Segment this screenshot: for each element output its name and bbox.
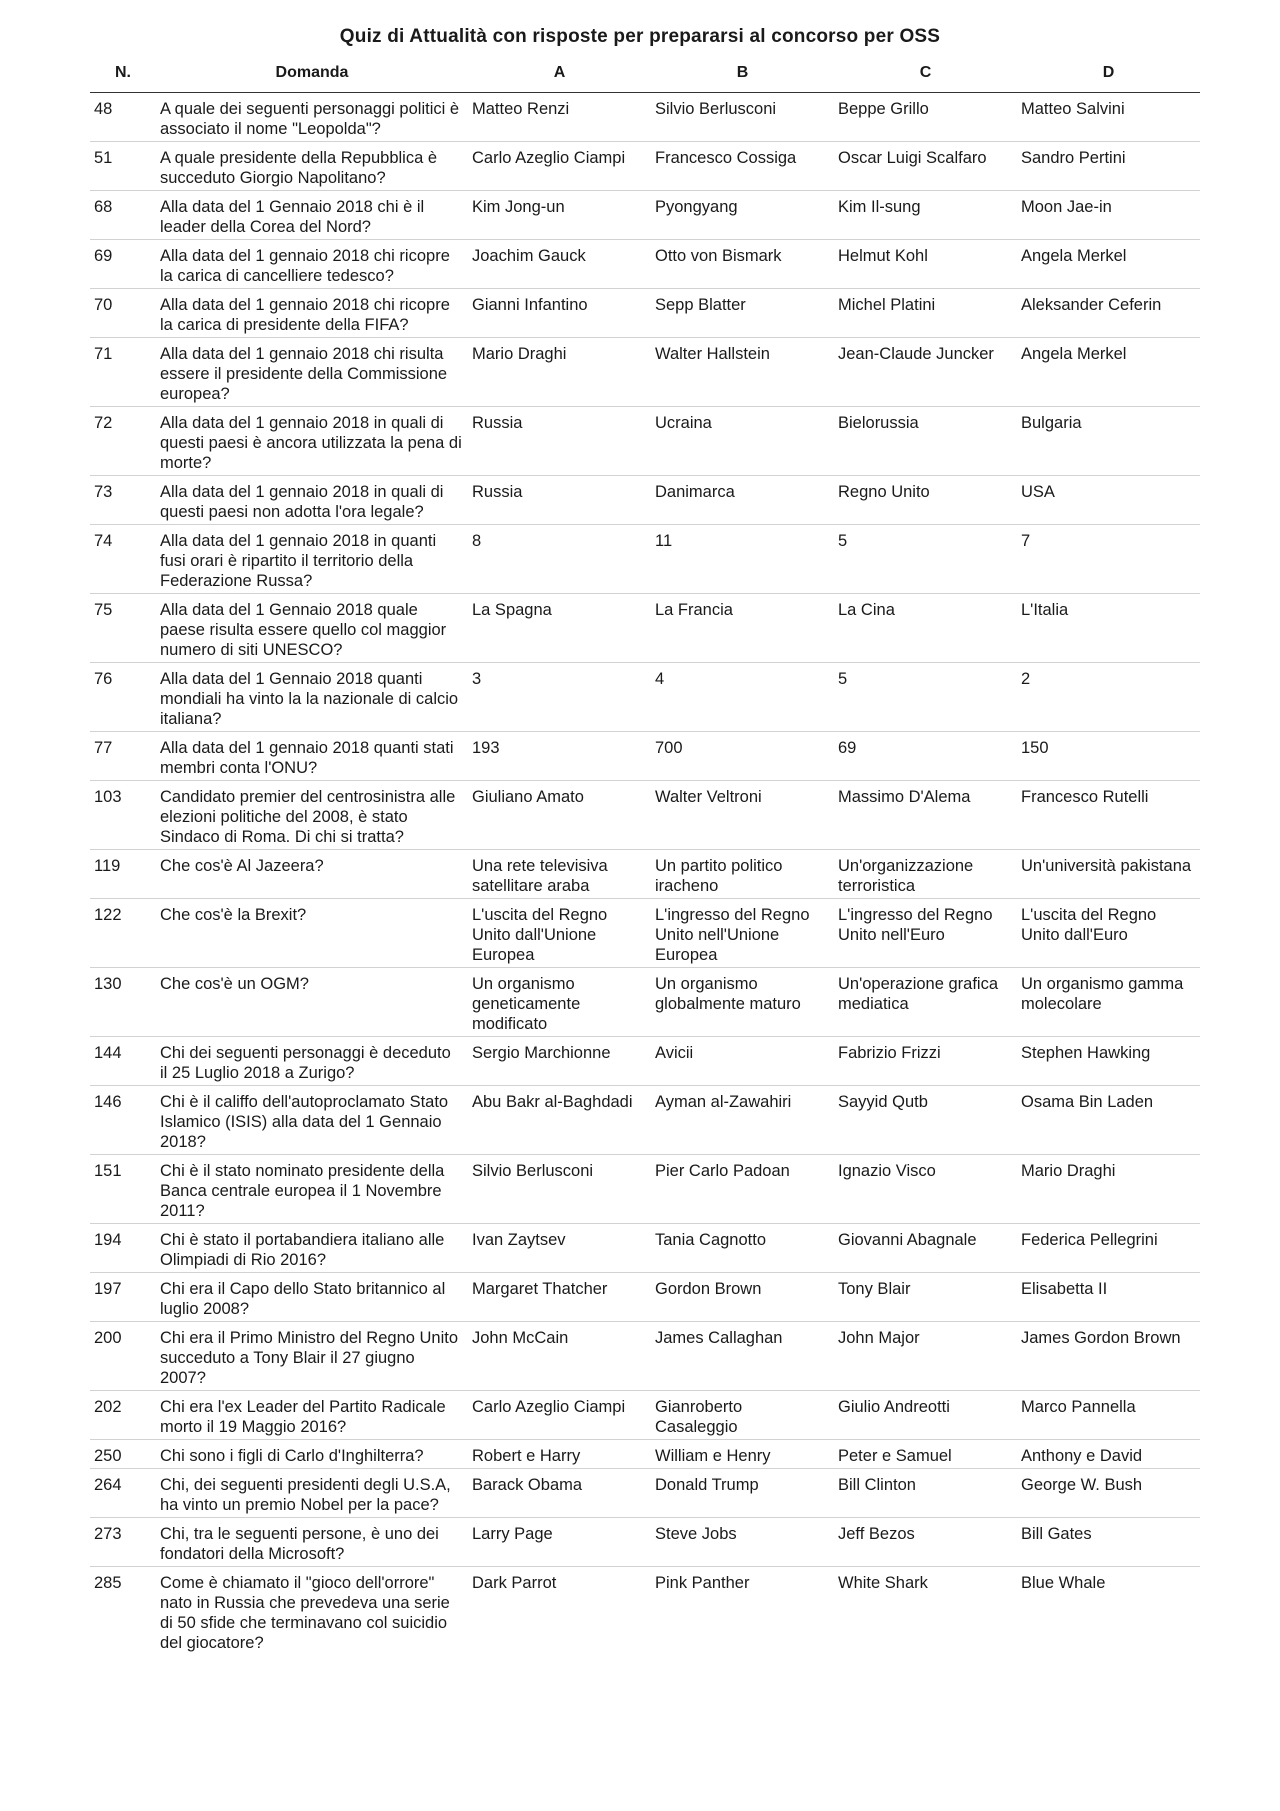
answer-b: La Francia: [651, 594, 834, 663]
answer-c: Helmut Kohl: [834, 240, 1017, 289]
answer-c: Jeff Bezos: [834, 1518, 1017, 1567]
table-header-row: [90, 60, 1200, 93]
answer-d: Marco Pannella: [1017, 1391, 1200, 1440]
answer-c: Jean-Claude Juncker: [834, 338, 1017, 407]
question-number: 202: [90, 1391, 156, 1440]
answer-c: Michel Platini: [834, 289, 1017, 338]
answer-d: Federica Pellegrini: [1017, 1224, 1200, 1273]
answer-a: Carlo Azeglio Ciampi: [468, 142, 651, 191]
question-number: 194: [90, 1224, 156, 1273]
question-text: Chi, dei seguenti presidenti degli U.S.A, ha vinto un premio Nobel per la pace?: [156, 1469, 468, 1518]
answer-d: Stephen Hawking: [1017, 1037, 1200, 1086]
answer-b: Steve Jobs: [651, 1518, 834, 1567]
table-row: [90, 476, 1200, 525]
header-option-d: D: [1017, 60, 1200, 93]
answer-a: Robert e Harry: [468, 1440, 651, 1469]
answer-c: Bill Clinton: [834, 1469, 1017, 1518]
answer-b: Walter Hallstein: [651, 338, 834, 407]
question-text: Che cos'è Al Jazeera?: [156, 850, 468, 899]
header-option-c: C: [834, 60, 1017, 93]
answer-d: Aleksander Ceferin: [1017, 289, 1200, 338]
question-text: Alla data del 1 gennaio 2018 quanti stati membri conta l'ONU?: [156, 732, 468, 781]
answer-c: La Cina: [834, 594, 1017, 663]
question-text: Chi è stato il portabandiera italiano alle Olimpiadi di Rio 2016?: [156, 1224, 468, 1273]
table-row: [90, 1037, 1200, 1086]
question-number: 77: [90, 732, 156, 781]
question-text: Candidato premier del centrosinistra alle elezioni politiche del 2008, è stato Sindaco di Roma. Di chi si tratta?: [156, 781, 468, 850]
answer-c: Massimo D'Alema: [834, 781, 1017, 850]
table-row: [90, 289, 1200, 338]
answer-c: L'ingresso del Regno Unito nell'Euro: [834, 899, 1017, 968]
question-number: 264: [90, 1469, 156, 1518]
answer-d: Angela Merkel: [1017, 338, 1200, 407]
table-row: [90, 1391, 1200, 1440]
question-text: Alla data del 1 gennaio 2018 in quali di questi paesi è ancora utilizzata la pena di morte?: [156, 407, 468, 476]
answer-a: Carlo Azeglio Ciampi: [468, 1391, 651, 1440]
answer-a: Barack Obama: [468, 1469, 651, 1518]
question-number: 144: [90, 1037, 156, 1086]
question-text: Chi era l'ex Leader del Partito Radicale morto il 19 Maggio 2016?: [156, 1391, 468, 1440]
answer-a: 193: [468, 732, 651, 781]
answer-d: James Gordon Brown: [1017, 1322, 1200, 1391]
answer-d: Blue Whale: [1021, 1574, 1106, 1592]
answer-a: Russia: [468, 476, 651, 525]
question-number: 122: [90, 899, 156, 968]
table-row: [90, 1518, 1200, 1567]
answer-b: Pyongyang: [651, 191, 834, 240]
question-number: 250: [90, 1440, 156, 1469]
answer-a: Giuliano Amato: [468, 781, 651, 850]
question-text: Chi è il stato nominato presidente della Banca centrale europea il 1 Novembre 2011?: [156, 1155, 468, 1224]
question-number: 200: [90, 1322, 156, 1391]
answer-b: Avicii: [651, 1037, 834, 1086]
table-row: [90, 1469, 1200, 1518]
answer-d: George W. Bush: [1017, 1469, 1200, 1518]
answer-a: Un organismo geneticamente modificato: [468, 968, 651, 1037]
table-row: [90, 663, 1200, 732]
table-row: [90, 1155, 1200, 1224]
question-number: 273: [90, 1518, 156, 1567]
question-text: A quale presidente della Repubblica è succeduto Giorgio Napolitano?: [156, 142, 468, 191]
question-text: Chi sono i figli di Carlo d'Inghilterra?: [156, 1440, 468, 1469]
question-text: Alla data del 1 gennaio 2018 in quali di questi paesi non adotta l'ora legale?: [156, 476, 468, 525]
question-number: 72: [90, 407, 156, 476]
answer-d: Matteo Salvini: [1017, 93, 1200, 142]
table-row: [90, 142, 1200, 191]
page-title: Quiz di Attualità con risposte per prepararsi al concorso per OSS: [339, 26, 941, 47]
answer-d: USA: [1017, 476, 1200, 525]
question-number: 68: [90, 191, 156, 240]
answer-b: Un organismo globalmente maturo: [651, 968, 834, 1037]
question-text: Chi dei seguenti personaggi è deceduto il 25 Luglio 2018 a Zurigo?: [156, 1037, 468, 1086]
question-number: 73: [90, 476, 156, 525]
table-row: [90, 407, 1200, 476]
table-row: [90, 1567, 1200, 1656]
question-number: 146: [90, 1086, 156, 1155]
answer-d: Un'università pakistana: [1017, 850, 1200, 899]
answer-a: 8: [468, 525, 651, 594]
answer-b: Otto von Bismark: [651, 240, 834, 289]
table-row: [90, 191, 1200, 240]
quiz-table: [90, 60, 1200, 1655]
answer-c: Giulio Andreotti: [834, 1391, 1017, 1440]
table-row: [90, 1224, 1200, 1273]
question-text: Chi era il Primo Ministro del Regno Unito succeduto a Tony Blair il 27 giugno 2007?: [156, 1322, 468, 1391]
question-number: 74: [90, 525, 156, 594]
answer-c: White Shark: [838, 1574, 928, 1592]
question-text: Alla data del 1 Gennaio 2018 chi è il leader della Corea del Nord?: [156, 191, 468, 240]
answer-d: Sandro Pertini: [1017, 142, 1200, 191]
answer-d: 150: [1017, 732, 1200, 781]
answer-d: Francesco Rutelli: [1017, 781, 1200, 850]
table-row: [90, 525, 1200, 594]
header-option-a: A: [468, 60, 651, 93]
answer-b: 11: [651, 525, 834, 594]
table-row: [90, 732, 1200, 781]
table-row: [90, 240, 1200, 289]
answer-d: Mario Draghi: [1017, 1155, 1200, 1224]
answer-a: Ivan Zaytsev: [468, 1224, 651, 1273]
header-option-b: B: [651, 60, 834, 93]
answer-a: Dark Parrot: [472, 1574, 557, 1592]
answer-a: Silvio Berlusconi: [468, 1155, 651, 1224]
question-number: 75: [90, 594, 156, 663]
answer-c: Giovanni Abagnale: [834, 1224, 1017, 1273]
answer-d: Un organismo gamma molecolare: [1017, 968, 1200, 1037]
answer-d: Osama Bin Laden: [1017, 1086, 1200, 1155]
table-row: [90, 338, 1200, 407]
answer-d: 2: [1017, 663, 1200, 732]
answer-a: Gianni Infantino: [468, 289, 651, 338]
answer-a: John McCain: [468, 1322, 651, 1391]
answer-a: Joachim Gauck: [468, 240, 651, 289]
answer-c: Un'operazione grafica mediatica: [834, 968, 1017, 1037]
question-number: 76: [90, 663, 156, 732]
question-text: Che cos'è la Brexit?: [156, 899, 468, 968]
answer-b: Gianroberto Casaleggio: [651, 1391, 834, 1440]
question-number: 103: [90, 781, 156, 850]
question-text: A quale dei seguenti personaggi politici è associato il nome "Leopolda"?: [156, 93, 468, 142]
answer-b: L'ingresso del Regno Unito nell'Unione Europea: [651, 899, 834, 968]
answer-b: Sepp Blatter: [651, 289, 834, 338]
answer-b: Donald Trump: [651, 1469, 834, 1518]
answer-b: Tania Cagnotto: [651, 1224, 834, 1273]
table-row: [90, 1086, 1200, 1155]
table-body: [90, 93, 1200, 1656]
answer-a: Sergio Marchionne: [468, 1037, 651, 1086]
answer-d: L'Italia: [1017, 594, 1200, 663]
question-number: 48: [90, 93, 156, 142]
answer-c: John Major: [834, 1322, 1017, 1391]
question-number: 70: [90, 289, 156, 338]
answer-a: La Spagna: [468, 594, 651, 663]
header-number: N.: [90, 60, 156, 93]
table-row: [90, 968, 1200, 1037]
question-text: Chi, tra le seguenti persone, è uno dei fondatori della Microsoft?: [156, 1518, 468, 1567]
question-text: Alla data del 1 Gennaio 2018 quale paese risulta essere quello col maggior numero di siti UNESCO?: [156, 594, 468, 663]
answer-d: Bill Gates: [1017, 1518, 1200, 1567]
answer-a: Russia: [468, 407, 651, 476]
answer-a: Mario Draghi: [468, 338, 651, 407]
question-text: Alla data del 1 gennaio 2018 chi risulta essere il presidente della Commissione europea?: [156, 338, 468, 407]
question-text: Come è chiamato il "gioco dell'orrore" nato in Russia che prevedeva una serie di 50 sfide che terminavano col suicidio del giocatore?: [160, 1574, 450, 1652]
answer-b: Ucraina: [651, 407, 834, 476]
answer-c: Fabrizio Frizzi: [834, 1037, 1017, 1086]
answer-c: 69: [834, 732, 1017, 781]
answer-d: Angela Merkel: [1017, 240, 1200, 289]
table-row: [90, 1322, 1200, 1391]
question-number: 119: [90, 850, 156, 899]
question-number: 151: [90, 1155, 156, 1224]
answer-c: Beppe Grillo: [834, 93, 1017, 142]
table-row: [90, 594, 1200, 663]
answer-d: 7: [1017, 525, 1200, 594]
answer-c: 5: [834, 525, 1017, 594]
answer-d: Elisabetta II: [1017, 1273, 1200, 1322]
question-text: Alla data del 1 gennaio 2018 chi ricopre la carica di cancelliere tedesco?: [156, 240, 468, 289]
answer-c: Peter e Samuel: [834, 1440, 1017, 1469]
answer-c: 5: [834, 663, 1017, 732]
answer-a: 3: [468, 663, 651, 732]
table-row: [90, 1440, 1200, 1469]
answer-b: 4: [651, 663, 834, 732]
answer-d: Bulgaria: [1017, 407, 1200, 476]
answer-b: 700: [651, 732, 834, 781]
answer-b: Francesco Cossiga: [651, 142, 834, 191]
question-number: 130: [90, 968, 156, 1037]
answer-b: Un partito politico iracheno: [651, 850, 834, 899]
answer-b: James Callaghan: [651, 1322, 834, 1391]
question-text: Alla data del 1 Gennaio 2018 quanti mondiali ha vinto la la nazionale di calcio italiana?: [156, 663, 468, 732]
answer-a: Una rete televisiva satellitare araba: [468, 850, 651, 899]
question-text: Chi è il califfo dell'autoproclamato Stato Islamico (ISIS) alla data del 1 Gennaio 2018?: [156, 1086, 468, 1155]
question-number: 197: [90, 1273, 156, 1322]
question-text: Che cos'è un OGM?: [156, 968, 468, 1037]
answer-b: Walter Veltroni: [651, 781, 834, 850]
answer-b: Silvio Berlusconi: [651, 93, 834, 142]
table-row: [90, 93, 1200, 142]
answer-c: Ignazio Visco: [834, 1155, 1017, 1224]
answer-a: Kim Jong-un: [468, 191, 651, 240]
answer-a: Larry Page: [468, 1518, 651, 1567]
question-text: Alla data del 1 gennaio 2018 chi ricopre la carica di presidente della FIFA?: [156, 289, 468, 338]
answer-b: William e Henry: [651, 1440, 834, 1469]
question-number: 285: [94, 1574, 122, 1592]
table-row: [90, 899, 1200, 968]
table-row: [90, 781, 1200, 850]
answer-a: Abu Bakr al-Baghdadi: [468, 1086, 651, 1155]
answer-a: Margaret Thatcher: [468, 1273, 651, 1322]
answer-d: Anthony e David: [1017, 1440, 1200, 1469]
answer-c: Sayyid Qutb: [834, 1086, 1017, 1155]
question-number: 71: [90, 338, 156, 407]
header-question: Domanda: [156, 60, 468, 93]
answer-d: L'uscita del Regno Unito dall'Euro: [1017, 899, 1200, 968]
table-row: [90, 1273, 1200, 1322]
answer-a: L'uscita del Regno Unito dall'Unione Europea: [468, 899, 651, 968]
answer-c: Oscar Luigi Scalfaro: [834, 142, 1017, 191]
answer-b: Pink Panther: [655, 1574, 750, 1592]
answer-c: Bielorussia: [834, 407, 1017, 476]
question-number: 69: [90, 240, 156, 289]
answer-b: Danimarca: [651, 476, 834, 525]
answer-a: Matteo Renzi: [468, 93, 651, 142]
answer-d: Moon Jae-in: [1017, 191, 1200, 240]
question-number: 51: [90, 142, 156, 191]
answer-b: Gordon Brown: [651, 1273, 834, 1322]
question-text: Alla data del 1 gennaio 2018 in quanti fusi orari è ripartito il territorio della Federazione Russa?: [156, 525, 468, 594]
table-row: [90, 850, 1200, 899]
answer-b: Ayman al-Zawahiri: [651, 1086, 834, 1155]
answer-b: Pier Carlo Padoan: [651, 1155, 834, 1224]
answer-c: Tony Blair: [834, 1273, 1017, 1322]
answer-c: Regno Unito: [834, 476, 1017, 525]
answer-c: Un'organizzazione terroristica: [834, 850, 1017, 899]
answer-c: Kim Il-sung: [834, 191, 1017, 240]
question-text: Chi era il Capo dello Stato britannico al luglio 2008?: [156, 1273, 468, 1322]
